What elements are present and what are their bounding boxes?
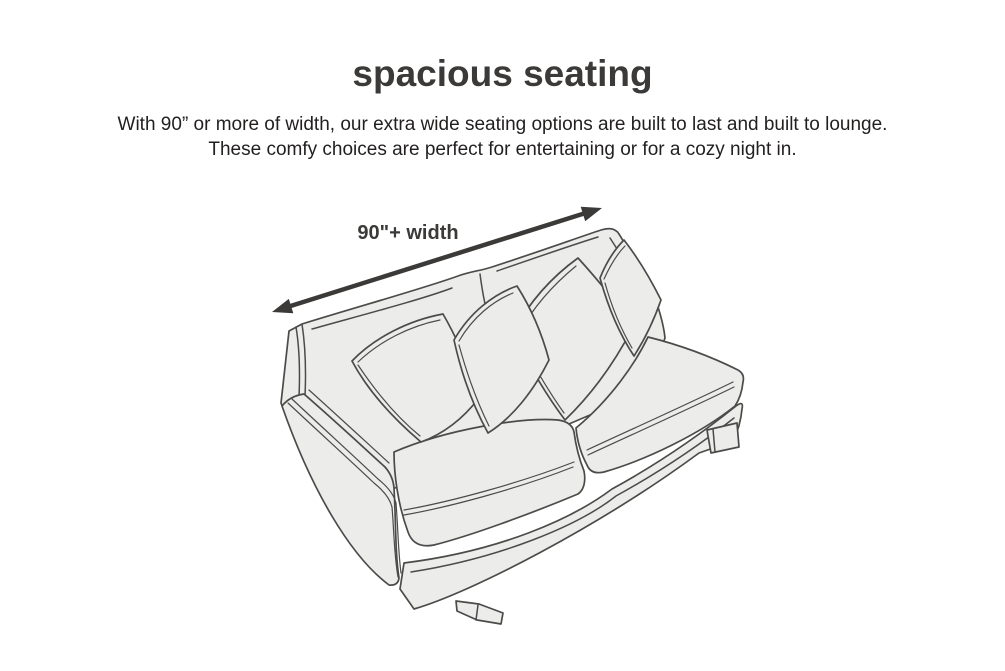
description-line-2: These comfy choices are perfect for entertaining or for a cozy night in.	[208, 139, 797, 160]
description-line-1: With 90” or more of width, our extra wide seating options are built to last and built to lounge.	[117, 114, 888, 135]
page-title: spacious seating	[352, 53, 653, 94]
arrow-head-right	[581, 207, 602, 221]
arrow-head-left	[272, 299, 293, 313]
width-dimension-label: 90"+ width	[357, 222, 459, 244]
front-foot	[456, 601, 503, 624]
